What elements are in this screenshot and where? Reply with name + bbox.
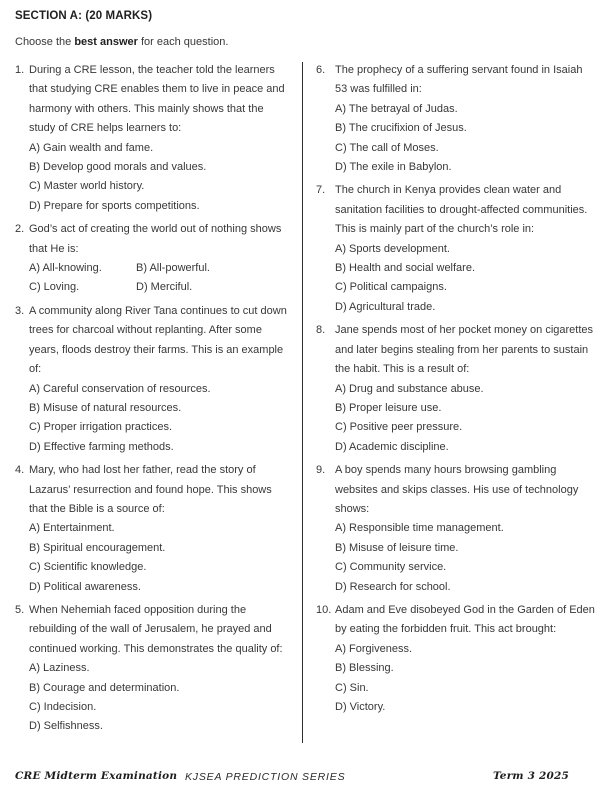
question-option: B) Misuse of leisure time. xyxy=(335,541,459,554)
question-number: 7. xyxy=(316,184,326,197)
question-number: 1. xyxy=(15,64,25,76)
question xyxy=(316,461,596,597)
question-option: B) Courage and determination. xyxy=(29,681,180,694)
question-options xyxy=(29,519,288,597)
question-body xyxy=(335,461,596,597)
question-option: A) Entertainment. xyxy=(29,522,115,535)
question-option: A) All-knowing. xyxy=(29,262,102,275)
question-options xyxy=(335,640,596,718)
question-options xyxy=(29,659,288,737)
question-text: Mary, who had lost her father, read the story of Lazarus’ resurrection and found hope. This shows that the Bible is a source of: xyxy=(29,464,272,515)
question-option: C) Scientific knowledge. xyxy=(29,561,147,574)
question-option: A) The betrayal of Judas. xyxy=(335,102,458,115)
question-option: C) Community service. xyxy=(335,561,447,574)
question-option: A) Drug and substance abuse. xyxy=(335,382,484,395)
question xyxy=(316,61,596,177)
question-number: 9. xyxy=(316,464,326,477)
question-option: C) Indecision. xyxy=(29,701,97,713)
question-option: A) Gain wealth and fame. xyxy=(29,141,154,154)
column-divider-rule xyxy=(302,62,303,743)
question-options xyxy=(335,100,596,178)
question-option: B) Misuse of natural resources. xyxy=(29,401,182,414)
question-option: D) Agricultural trade. xyxy=(335,300,436,313)
question-body xyxy=(335,61,596,177)
question xyxy=(15,220,288,298)
question-number: 2. xyxy=(15,223,25,236)
question-number: 3. xyxy=(15,304,25,317)
section-title: SECTION A: (20 MARKS) xyxy=(15,10,153,22)
question-number: 10. xyxy=(316,603,332,616)
question-body xyxy=(29,601,288,737)
question-option: D) Merciful. xyxy=(136,281,193,294)
question-options xyxy=(29,259,288,298)
question-text: Adam and Eve disobeyed God in the Garden of Eden by eating the forbidden fruit. This act brought: xyxy=(335,603,595,636)
question-body xyxy=(29,461,288,597)
question-options xyxy=(29,380,288,458)
question-option: A) Responsible time management. xyxy=(335,522,504,535)
question-text: A community along River Tana continues to cut down trees for charcoal without replanting. After some years, floods destroy their farms. This is an example of: xyxy=(29,304,287,376)
question-text: During a CRE lesson, the teacher told the learners that studying CRE enables them to live in peace and harmony with others. This mainly shows that the study of CRE helps learners to: xyxy=(29,64,285,135)
question-option: D) Academic discipline. xyxy=(335,440,449,453)
question-option: B) Proper leisure use. xyxy=(335,401,442,414)
questions-column-right xyxy=(302,61,596,741)
question-option: B) Health and social welfare. xyxy=(335,262,476,275)
question-option: B) The crucifixion of Jesus. xyxy=(335,122,467,135)
question-body xyxy=(29,220,288,298)
footer-exam-name: CRE Midterm Examination xyxy=(15,770,178,782)
question-option: D) Political awareness. xyxy=(29,580,141,593)
question-option: C) Positive peer pressure. xyxy=(335,421,463,434)
question-option: B) All-powerful. xyxy=(136,262,210,275)
question-option: D) Prepare for sports competitions. xyxy=(29,199,200,212)
question-option: B) Spiritual encouragement. xyxy=(29,541,166,554)
question-text: When Nehemiah faced opposition during the rebuilding of the wall of Jerusalem, he prayed and continued working. This demonstrates the quality of: xyxy=(29,603,283,655)
question-body xyxy=(29,61,288,216)
question-number: 6. xyxy=(316,64,326,76)
instruction-prefix: Choose the xyxy=(15,36,75,48)
question-option: D) Research for school. xyxy=(335,580,451,593)
questions-column-left xyxy=(15,61,302,741)
instruction-bold: best answer xyxy=(74,36,138,48)
instruction-suffix: for each question. xyxy=(137,36,229,48)
question-option: D) Selfishness. xyxy=(29,720,103,733)
question xyxy=(316,321,596,457)
question xyxy=(15,601,288,737)
question-option: A) Sports development. xyxy=(335,242,450,255)
question-option: C) Master world history. xyxy=(29,180,145,193)
question-option: C) Political campaigns. xyxy=(335,281,447,294)
footer-term: Term 3 2025 xyxy=(493,770,569,782)
question xyxy=(15,61,288,216)
question-option: A) Careful conservation of resources. xyxy=(29,382,211,395)
question-text: A boy spends many hours browsing gambling websites and skips classes. His use of technology shows: xyxy=(335,464,579,515)
question-number: 4. xyxy=(15,464,25,477)
question-option: C) Loving. xyxy=(29,281,80,294)
footer-series-title: KJSEA PREDICTION SERIES xyxy=(185,771,346,783)
question-options xyxy=(335,380,596,458)
question-option: C) Proper irrigation practices. xyxy=(29,421,173,434)
question-body xyxy=(29,302,288,457)
question-option: C) Sin. xyxy=(335,681,369,694)
question xyxy=(316,601,596,717)
question-option: B) Develop good morals and values. xyxy=(29,161,207,174)
question-body xyxy=(335,181,596,317)
question-number: 5. xyxy=(15,603,25,616)
question-options xyxy=(29,139,288,217)
question-text: The church in Kenya provides clean water and sanitation facilities to drought-affected communities. This is mainly part of the church’s role in: xyxy=(335,184,588,236)
question-option: A) Forgiveness. xyxy=(335,642,413,655)
question xyxy=(15,302,288,457)
question-text: The prophecy of a suffering servant found in Isaiah 53 was fulfilled in: xyxy=(335,64,583,96)
question-body xyxy=(335,321,596,457)
question-option: D) Victory. xyxy=(335,701,386,713)
question-options xyxy=(335,240,596,318)
question xyxy=(15,461,288,597)
question-number: 8. xyxy=(316,324,326,337)
instruction-line xyxy=(15,36,596,48)
question-text: Jane spends most of her pocket money on cigarettes and later begins stealing from her parents to sustain the habit. This is a result of: xyxy=(335,324,594,376)
question-text: God’s act of creating the world out of nothing shows that He is: xyxy=(29,223,282,255)
question-option: D) The exile in Babylon. xyxy=(335,161,452,174)
question-option: C) The call of Moses. xyxy=(335,141,439,154)
question-option: A) Laziness. xyxy=(29,662,90,675)
question-option: D) Effective farming methods. xyxy=(29,440,174,453)
question-body xyxy=(335,601,596,717)
question-options xyxy=(335,519,596,597)
questions-columns xyxy=(15,61,596,741)
question xyxy=(316,181,596,317)
question-option: B) Blessing. xyxy=(335,662,394,675)
